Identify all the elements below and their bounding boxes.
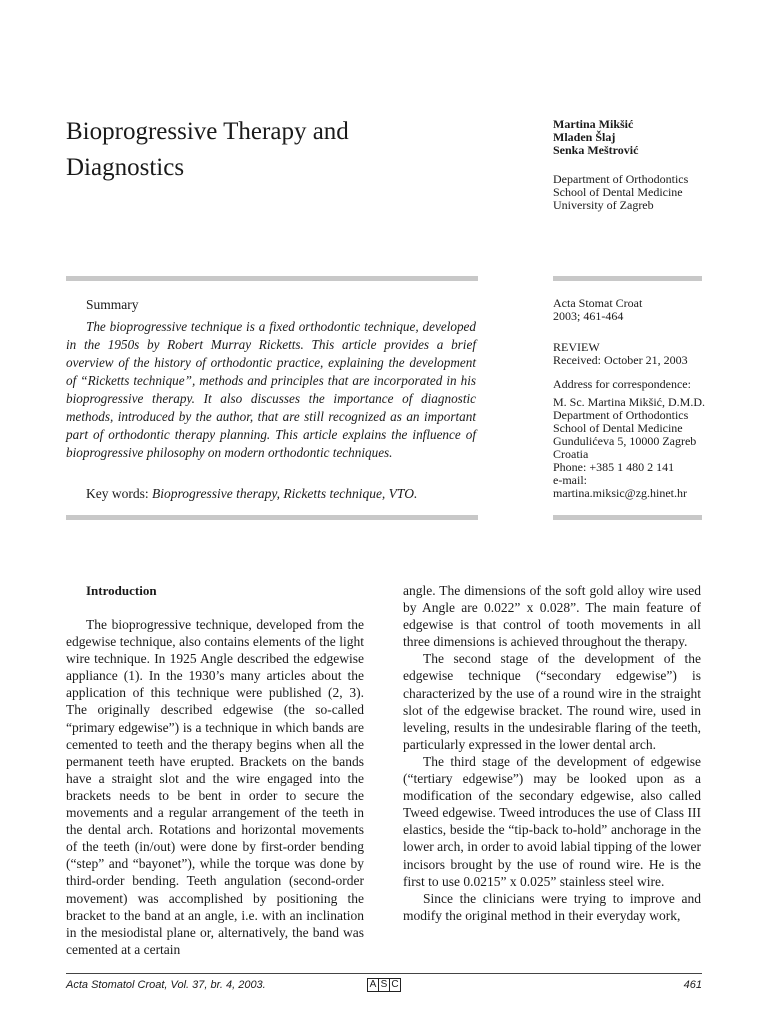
author-name: Senka Meštrović bbox=[553, 143, 639, 157]
author-list bbox=[553, 118, 638, 157]
body-column-right bbox=[403, 582, 701, 924]
affiliation-line: University of Zagreb bbox=[553, 198, 654, 212]
journal-logo bbox=[367, 978, 400, 992]
page-number: 461 bbox=[683, 979, 702, 991]
keywords bbox=[86, 486, 417, 502]
address-line: Croatia bbox=[553, 447, 589, 461]
divider bbox=[66, 276, 478, 281]
keywords-label: Key words: bbox=[86, 486, 149, 501]
correspondence-address bbox=[553, 396, 705, 500]
affiliation-line: School of Dental Medicine bbox=[553, 185, 683, 199]
logo-letter: A bbox=[367, 978, 379, 992]
paragraph: The third stage of the development of edgewise (“tertiary edgewise”) may be looked upon as a modification of the secondary edgewise, also called Tweed edgewise. Tweed introduces the use of Class III elastics, beside the “tip-back to-hold” anchorage in the lower arch, in order to avoid labial tipping of the lower incisors brought by the use of round wire. He is the first to use 0.0215” x 0.025” stainless steel wire. bbox=[403, 753, 701, 889]
footer-citation: Acta Stomatol Croat, Vol. 37, br. 4, 2003. bbox=[66, 979, 266, 991]
divider bbox=[553, 515, 702, 520]
affiliation-line: Department of Orthodontics bbox=[553, 172, 689, 186]
divider bbox=[553, 276, 702, 281]
article-type: REVIEW bbox=[553, 340, 600, 354]
logo-letter: C bbox=[389, 978, 401, 992]
received-date: Received: October 21, 2003 bbox=[553, 353, 688, 367]
correspondence-label: Address for correspondence: bbox=[553, 377, 691, 391]
author-name: Martina Mikšić bbox=[553, 117, 634, 131]
journal-name: Acta Stomat Croat bbox=[553, 296, 643, 310]
paragraph: Since the clinicians were trying to improve and modify the original method in their everyday work, bbox=[403, 890, 701, 923]
address-line: M. Sc. Martina Mikšić, D.M.D. bbox=[553, 395, 705, 409]
paragraph: The second stage of the development of the edgewise technique (“secondary edgewise”) is characterized by the use of a round wire in the straight slot of the edgewise bracket. The round wire, used in leveling, results in the undesirable flaring of the teeth, particularly expressed in the lower dental arch. bbox=[403, 651, 701, 752]
address-line: Department of Orthodontics bbox=[553, 408, 689, 422]
address-line: Gundulićeva 5, 10000 Zagreb bbox=[553, 434, 697, 448]
journal-info bbox=[553, 297, 642, 323]
footer-rule bbox=[66, 973, 702, 974]
logo-letter: S bbox=[378, 978, 390, 992]
keywords-value: Bioprogressive therapy, Ricketts technique, VTO. bbox=[152, 486, 418, 501]
address-line: Phone: +385 1 480 2 141 bbox=[553, 460, 675, 474]
divider bbox=[66, 515, 478, 520]
abstract-text: The bioprogressive technique is a fixed orthodontic technique, developed in the 1950s by Robert Murray Ricketts. This article provides a brief overview of the history of orthodontic practice, explaining the development of “Ricketts technique”, methods and principles that are incorporated in his bioprogressive therapy. It also discusses the importance of diagnostic methods, introduced by the author, that are still recognized as an important part of orthodontic therapy planning. This article explains the influence of bioprogressive philosophy on modern orthodontic techniques. bbox=[66, 319, 476, 460]
affiliation bbox=[553, 173, 688, 212]
author-name: Mladen Šlaj bbox=[553, 130, 616, 144]
email-address: martina.miksic@zg.hinet.hr bbox=[553, 486, 688, 500]
paragraph: angle. The dimensions of the soft gold alloy wire used by Angle are 0.022” x 0.028”. The main feature of edgewise is that control of tooth movements in all three dimensions is achieved throughout the therapy. bbox=[403, 583, 701, 650]
body-column-left: The bioprogressive technique, developed from the edgewise technique, also contains elements of the light wire technique. In 1925 Angle described the edgewise appliance (1). In the 1930’s many articles about the application of this technique were published (2, 3). The originally described edgewise (the so-called “primary edgewise”) is a technique in which bands are cemented to teeth and the therapy begins when all the permanent teeth have erupted. Brackets on the bands have a straight slot and the wire engaged into the brackets needs to be bent in order to secure the movements and a regular arrangement of the teeth in the dental arch. Rotations and horizontal movements of the teeth (in/out) were done by first-order bending (“step” and “bayonet”), while the torque was done by third-order bending. Teeth angulation (second-order movement) was accomplished by positioning the bracket to the band at an angle, i.e. with an inclination in the mesiodistal plane or, alternatively, the band was cemented at a certain bbox=[66, 617, 364, 957]
summary-heading: Summary bbox=[86, 297, 139, 312]
section-heading: Introduction bbox=[86, 583, 157, 598]
article-title: Bioprogressive Therapy and Diagnostics bbox=[66, 118, 349, 181]
journal-issue: 2003; 461-464 bbox=[553, 309, 624, 323]
article-type-block bbox=[553, 341, 688, 367]
address-line: e-mail: bbox=[553, 473, 587, 487]
address-line: School of Dental Medicine bbox=[553, 421, 683, 435]
